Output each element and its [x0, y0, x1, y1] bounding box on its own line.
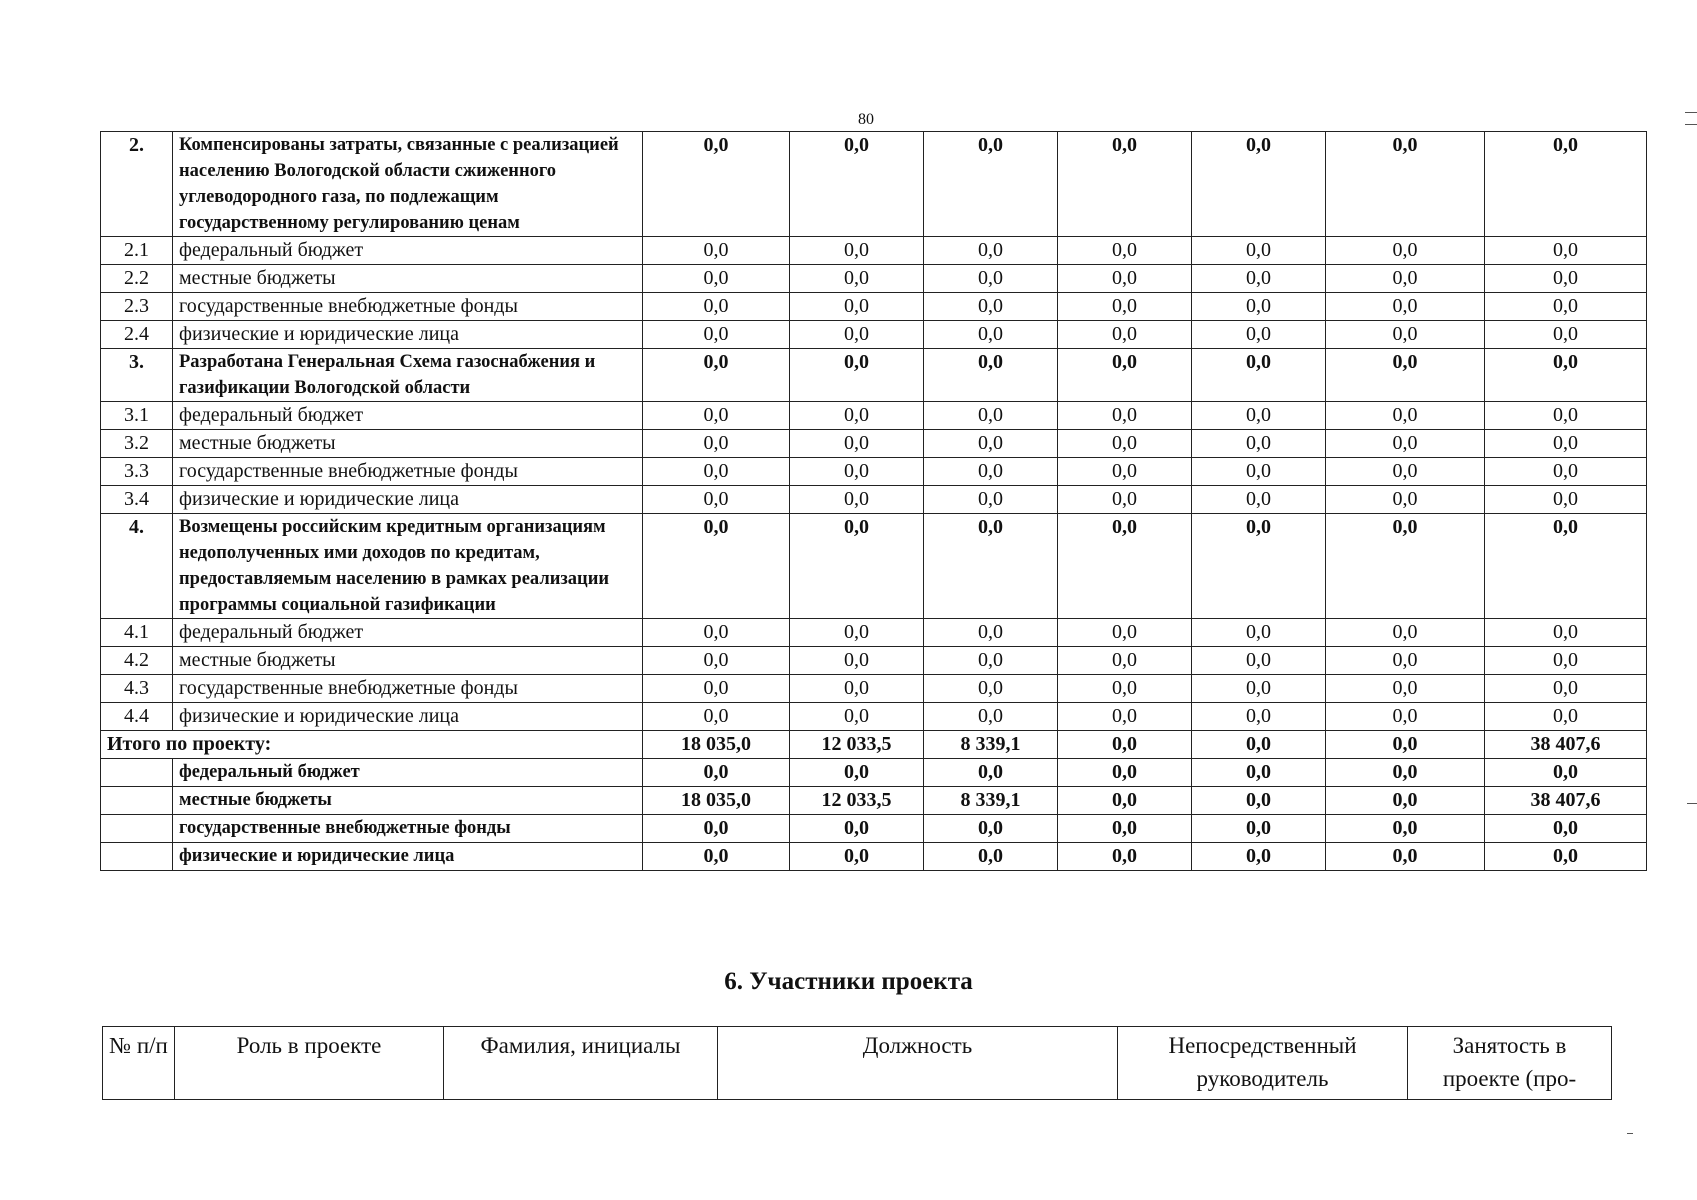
- table-row: [101, 486, 1647, 514]
- total-breakdown-value: 0,0: [643, 759, 790, 787]
- total-breakdown-row: [101, 843, 1647, 871]
- row-value: 0,0: [1192, 132, 1326, 237]
- row-label: физические и юридические лица: [173, 486, 643, 514]
- row-value: 0,0: [643, 486, 790, 514]
- total-row: [101, 731, 1647, 759]
- total-breakdown-value: 0,0: [924, 815, 1058, 843]
- row-value: 0,0: [924, 619, 1058, 647]
- participants-header-cell: Роль в проекте: [175, 1027, 444, 1100]
- total-breakdown-value: 0,0: [1326, 787, 1485, 815]
- row-value: 0,0: [1192, 514, 1326, 619]
- row-value: 0,0: [1485, 675, 1647, 703]
- total-breakdown-value: 8 339,1: [924, 787, 1058, 815]
- row-label: федеральный бюджет: [173, 619, 643, 647]
- participants-header-row: [103, 1027, 1612, 1100]
- row-value: 0,0: [1058, 703, 1192, 731]
- row-value: 0,0: [643, 430, 790, 458]
- margin-mark-top: [1685, 124, 1697, 125]
- row-value: 0,0: [790, 237, 924, 265]
- row-value: 0,0: [1058, 619, 1192, 647]
- total-breakdown-value: 0,0: [1058, 787, 1192, 815]
- table-row: [101, 265, 1647, 293]
- row-value: 0,0: [1192, 430, 1326, 458]
- total-breakdown-label: федеральный бюджет: [173, 759, 643, 787]
- total-breakdown-row: [101, 815, 1647, 843]
- row-value: 0,0: [643, 703, 790, 731]
- total-breakdown-label: государственные внебюджетные фонды: [173, 815, 643, 843]
- row-number: 3.: [101, 349, 173, 402]
- row-value: 0,0: [924, 265, 1058, 293]
- row-value: 0,0: [1485, 619, 1647, 647]
- total-value: 18 035,0: [643, 731, 790, 759]
- row-value: 0,0: [1485, 132, 1647, 237]
- row-value: 0,0: [1326, 486, 1485, 514]
- section-row: [101, 132, 1647, 237]
- row-value: 0,0: [790, 132, 924, 237]
- total-breakdown-value: 0,0: [643, 843, 790, 871]
- row-value: 0,0: [924, 293, 1058, 321]
- row-value: 0,0: [643, 514, 790, 619]
- total-breakdown-value: 0,0: [1058, 843, 1192, 871]
- row-value: 0,0: [1058, 402, 1192, 430]
- margin-mark-top: [1685, 112, 1697, 113]
- row-value: 0,0: [790, 486, 924, 514]
- row-value: 0,0: [1192, 675, 1326, 703]
- participants-table: [102, 1026, 1612, 1100]
- row-value: 0,0: [1326, 132, 1485, 237]
- row-number: 2.4: [101, 321, 173, 349]
- row-value: 0,0: [1485, 237, 1647, 265]
- total-label: Итого по проекту:: [101, 731, 643, 759]
- row-value: 0,0: [924, 458, 1058, 486]
- total-value: 38 407,6: [1485, 731, 1647, 759]
- row-value: 0,0: [643, 349, 790, 402]
- row-value: 0,0: [1326, 321, 1485, 349]
- total-breakdown-value: 0,0: [643, 815, 790, 843]
- row-value: 0,0: [1192, 486, 1326, 514]
- row-value: 0,0: [924, 237, 1058, 265]
- row-label: федеральный бюджет: [173, 237, 643, 265]
- total-breakdown-label: местные бюджеты: [173, 787, 643, 815]
- row-value: 0,0: [1485, 321, 1647, 349]
- row-value: 0,0: [924, 321, 1058, 349]
- row-value: 0,0: [1192, 402, 1326, 430]
- row-value: 0,0: [1058, 430, 1192, 458]
- total-value: 0,0: [1326, 731, 1485, 759]
- row-value: 0,0: [643, 321, 790, 349]
- row-value: 0,0: [1326, 349, 1485, 402]
- row-value: 0,0: [643, 132, 790, 237]
- row-label: местные бюджеты: [173, 265, 643, 293]
- total-breakdown-value: 0,0: [1192, 843, 1326, 871]
- total-value: 8 339,1: [924, 731, 1058, 759]
- row-value: 0,0: [1058, 293, 1192, 321]
- row-value: 0,0: [1326, 265, 1485, 293]
- row-number: 2.1: [101, 237, 173, 265]
- row-value: 0,0: [790, 514, 924, 619]
- row-label: физические и юридические лица: [173, 703, 643, 731]
- margin-mark-mid: [1687, 803, 1697, 804]
- table-row: [101, 237, 1647, 265]
- table-row: [101, 458, 1647, 486]
- row-value: 0,0: [1326, 647, 1485, 675]
- row-number: 4.2: [101, 647, 173, 675]
- row-value: 0,0: [790, 293, 924, 321]
- row-value: 0,0: [790, 265, 924, 293]
- total-value: 12 033,5: [790, 731, 924, 759]
- row-label: физические и юридические лица: [173, 321, 643, 349]
- row-value: 0,0: [1485, 703, 1647, 731]
- empty-cell: [101, 843, 173, 871]
- row-value: 0,0: [1485, 265, 1647, 293]
- table-row: [101, 675, 1647, 703]
- row-value: 0,0: [1326, 703, 1485, 731]
- row-number: 4.3: [101, 675, 173, 703]
- total-value: 0,0: [1192, 731, 1326, 759]
- participants-header-cell: Фамилия, инициалы: [444, 1027, 718, 1100]
- page-number: 80: [858, 111, 874, 128]
- row-value: 0,0: [1485, 293, 1647, 321]
- row-value: 0,0: [924, 647, 1058, 675]
- section-title: 6. Участники проекта: [724, 968, 973, 995]
- row-label: Компенсированы затраты, связанные с реализацией населению Вологодской области сжиженного углеводородного газа, по подлежащим государственному регулированию ценам: [173, 132, 643, 237]
- row-value: 0,0: [1058, 321, 1192, 349]
- row-value: 0,0: [1192, 703, 1326, 731]
- row-value: 0,0: [790, 402, 924, 430]
- table-row: [101, 402, 1647, 430]
- row-value: 0,0: [1326, 293, 1485, 321]
- row-label: государственные внебюджетные фонды: [173, 293, 643, 321]
- row-value: 0,0: [790, 349, 924, 402]
- total-breakdown-value: 0,0: [1192, 787, 1326, 815]
- total-breakdown-value: 0,0: [1326, 759, 1485, 787]
- row-value: 0,0: [924, 486, 1058, 514]
- row-value: 0,0: [1192, 237, 1326, 265]
- row-number: 3.3: [101, 458, 173, 486]
- table-row: [101, 321, 1647, 349]
- row-value: 0,0: [1058, 458, 1192, 486]
- row-value: 0,0: [1058, 237, 1192, 265]
- row-number: 2.: [101, 132, 173, 237]
- total-breakdown-value: 0,0: [1058, 759, 1192, 787]
- row-value: 0,0: [924, 349, 1058, 402]
- budget-table-body: [101, 132, 1647, 871]
- table-row: [101, 703, 1647, 731]
- table-row: [101, 293, 1647, 321]
- empty-cell: [101, 787, 173, 815]
- row-value: 0,0: [643, 675, 790, 703]
- row-number: 4.: [101, 514, 173, 619]
- row-value: 0,0: [1485, 458, 1647, 486]
- row-label: государственные внебюджетные фонды: [173, 458, 643, 486]
- participants-header-cell: № п/п: [103, 1027, 175, 1100]
- row-number: 3.2: [101, 430, 173, 458]
- row-value: 0,0: [1192, 321, 1326, 349]
- total-breakdown-value: 0,0: [1192, 815, 1326, 843]
- row-value: 0,0: [1058, 132, 1192, 237]
- total-breakdown-value: 0,0: [1485, 843, 1647, 871]
- total-breakdown-value: 0,0: [790, 815, 924, 843]
- row-label: местные бюджеты: [173, 430, 643, 458]
- row-value: 0,0: [1326, 237, 1485, 265]
- total-breakdown-label: физические и юридические лица: [173, 843, 643, 871]
- row-value: 0,0: [790, 703, 924, 731]
- row-label: Возмещены российским кредитным организациям недополученных ими доходов по кредитам, предоставляемым населению в рамках реализации программы социальной газификации: [173, 514, 643, 619]
- row-label: местные бюджеты: [173, 647, 643, 675]
- row-value: 0,0: [924, 132, 1058, 237]
- row-value: 0,0: [790, 647, 924, 675]
- budget-table: [100, 131, 1647, 871]
- total-breakdown-row: [101, 759, 1647, 787]
- row-value: 0,0: [790, 321, 924, 349]
- row-value: 0,0: [1485, 486, 1647, 514]
- total-breakdown-value: 0,0: [924, 759, 1058, 787]
- table-row: [101, 647, 1647, 675]
- total-breakdown-row: [101, 787, 1647, 815]
- row-value: 0,0: [1192, 349, 1326, 402]
- row-value: 0,0: [1192, 619, 1326, 647]
- row-value: 0,0: [1326, 514, 1485, 619]
- total-breakdown-value: 0,0: [1485, 815, 1647, 843]
- participants-header-cell: Непосредственный руководитель: [1118, 1027, 1408, 1100]
- total-breakdown-value: 0,0: [1326, 843, 1485, 871]
- total-breakdown-value: 0,0: [1485, 759, 1647, 787]
- row-label: государственные внебюджетные фонды: [173, 675, 643, 703]
- row-number: 3.1: [101, 402, 173, 430]
- row-value: 0,0: [924, 402, 1058, 430]
- row-value: 0,0: [790, 675, 924, 703]
- total-breakdown-value: 18 035,0: [643, 787, 790, 815]
- row-value: 0,0: [1058, 675, 1192, 703]
- row-value: 0,0: [1058, 514, 1192, 619]
- total-breakdown-value: 0,0: [924, 843, 1058, 871]
- empty-cell: [101, 759, 173, 787]
- row-value: 0,0: [924, 514, 1058, 619]
- section-row: [101, 514, 1647, 619]
- row-value: 0,0: [924, 703, 1058, 731]
- total-breakdown-value: 0,0: [1192, 759, 1326, 787]
- section-row: [101, 349, 1647, 402]
- total-breakdown-value: 0,0: [790, 759, 924, 787]
- row-value: 0,0: [1192, 265, 1326, 293]
- row-value: 0,0: [1326, 619, 1485, 647]
- row-value: 0,0: [1326, 675, 1485, 703]
- row-value: 0,0: [1485, 647, 1647, 675]
- row-value: 0,0: [790, 430, 924, 458]
- row-label: Разработана Генеральная Схема газоснабжения и газификации Вологодской области: [173, 349, 643, 402]
- row-value: 0,0: [1192, 647, 1326, 675]
- total-breakdown-value: 12 033,5: [790, 787, 924, 815]
- total-breakdown-value: 0,0: [1058, 815, 1192, 843]
- row-number: 2.3: [101, 293, 173, 321]
- row-value: 0,0: [643, 265, 790, 293]
- row-value: 0,0: [1326, 430, 1485, 458]
- row-value: 0,0: [924, 430, 1058, 458]
- row-value: 0,0: [643, 647, 790, 675]
- row-value: 0,0: [1058, 349, 1192, 402]
- row-number: 3.4: [101, 486, 173, 514]
- margin-mark-bottom: [1627, 1133, 1633, 1134]
- total-breakdown-value: 0,0: [1326, 815, 1485, 843]
- row-value: 0,0: [1058, 486, 1192, 514]
- row-number: 4.4: [101, 703, 173, 731]
- row-number: 2.2: [101, 265, 173, 293]
- row-value: 0,0: [1058, 647, 1192, 675]
- row-value: 0,0: [1326, 402, 1485, 430]
- row-value: 0,0: [643, 237, 790, 265]
- row-value: 0,0: [1485, 402, 1647, 430]
- participants-header-cell: Занятость в проекте (про-: [1408, 1027, 1612, 1100]
- row-value: 0,0: [1058, 265, 1192, 293]
- total-value: 0,0: [1058, 731, 1192, 759]
- row-value: 0,0: [1326, 458, 1485, 486]
- row-value: 0,0: [643, 293, 790, 321]
- row-value: 0,0: [643, 458, 790, 486]
- row-value: 0,0: [643, 402, 790, 430]
- participants-header-cell: Должность: [718, 1027, 1118, 1100]
- table-row: [101, 619, 1647, 647]
- row-value: 0,0: [1485, 514, 1647, 619]
- row-number: 4.1: [101, 619, 173, 647]
- row-value: 0,0: [790, 458, 924, 486]
- row-value: 0,0: [790, 619, 924, 647]
- empty-cell: [101, 815, 173, 843]
- row-value: 0,0: [1485, 430, 1647, 458]
- row-value: 0,0: [1192, 458, 1326, 486]
- row-label: федеральный бюджет: [173, 402, 643, 430]
- total-breakdown-value: 38 407,6: [1485, 787, 1647, 815]
- table-row: [101, 430, 1647, 458]
- row-value: 0,0: [643, 619, 790, 647]
- total-breakdown-value: 0,0: [790, 843, 924, 871]
- row-value: 0,0: [1192, 293, 1326, 321]
- row-value: 0,0: [924, 675, 1058, 703]
- row-value: 0,0: [1485, 349, 1647, 402]
